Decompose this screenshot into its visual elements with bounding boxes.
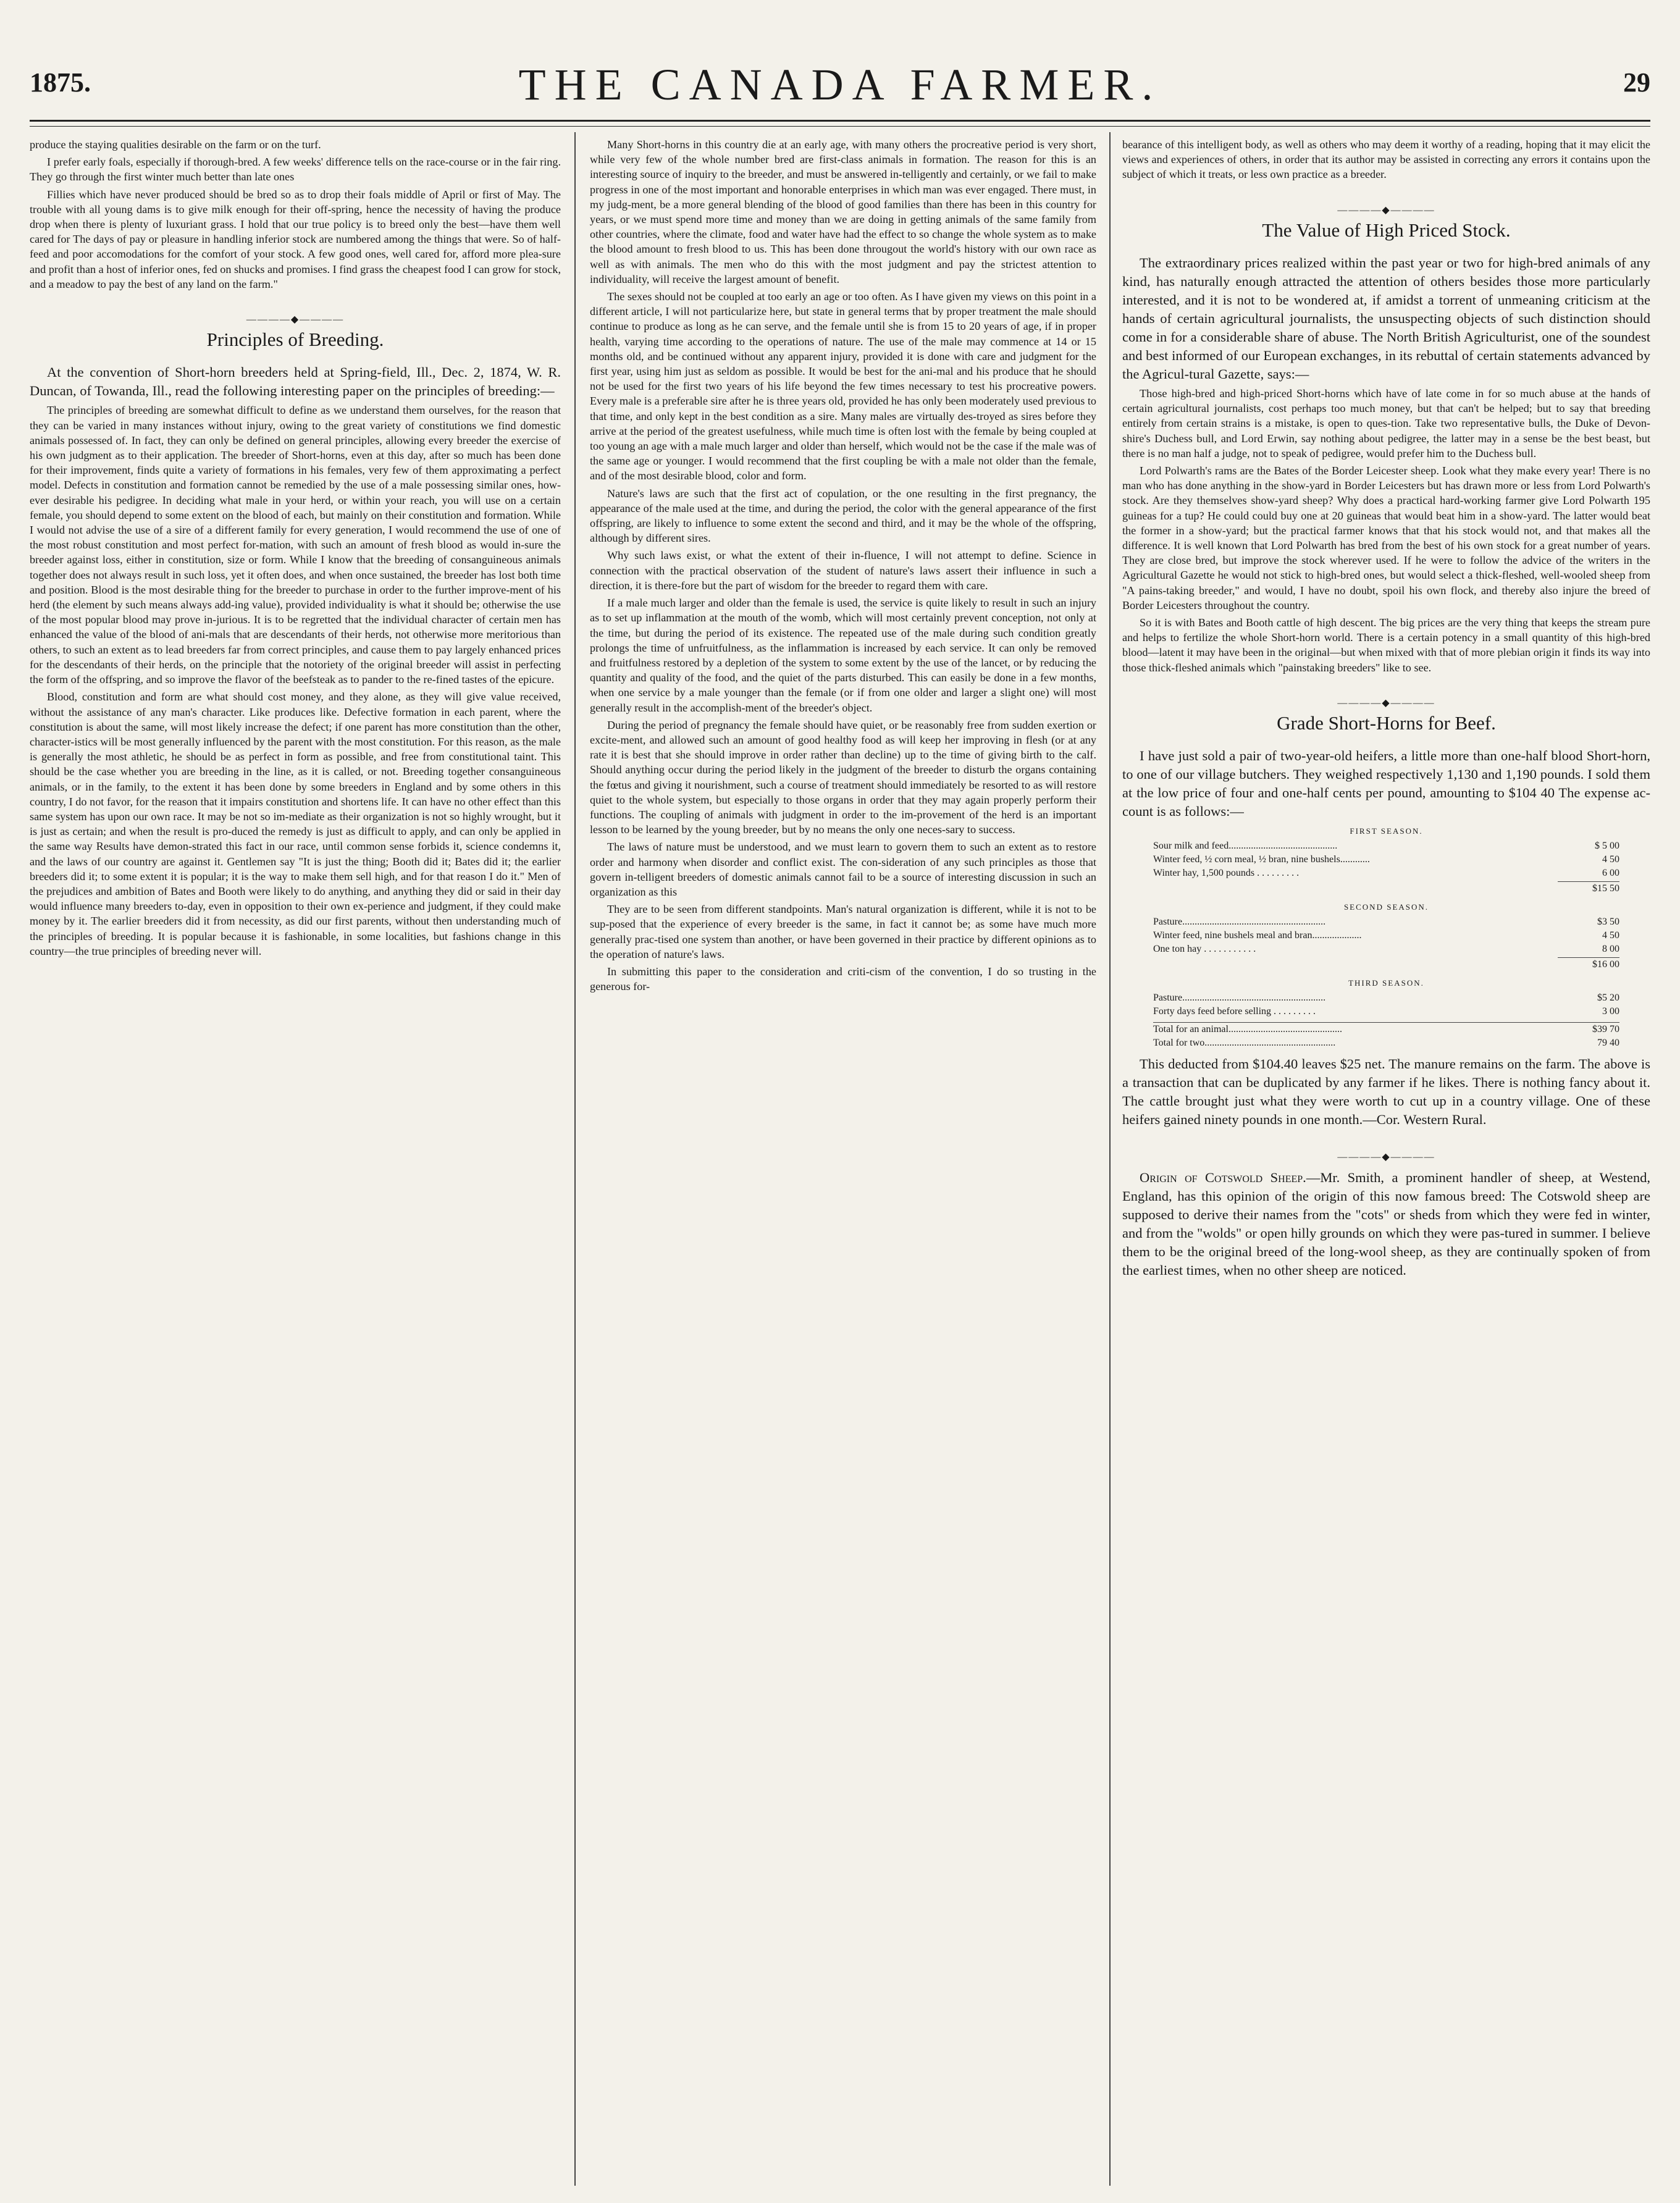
article-paragraph: bearance of this intelligent body, as well as others who may deem it worthy of a reading, hoping that it may elicit the views and experiences of others, in order that its author may be assisted in correcting any errors it contains upon the subject of which it treats, or less own practice as a breeder. <box>1122 138 1650 181</box>
season-subtotal: $16 00 <box>1558 957 1619 971</box>
row-amount: 4 50 <box>1602 854 1619 865</box>
row-label: One ton hay . . . . . . . . . . . <box>1153 944 1256 955</box>
total-amount: $39 70 <box>1592 1024 1619 1035</box>
article-intro: The extraordinary prices realized within the past year or two for high-bred animals of any kind, has naturally enough attracted the attention of others besides those more particularly interested, and it is not to be wondered at, if amidst a torrent of unmeaning criticism at the hands of certain agricultural journalists, the unsuspecting objects of such distinction should come in for a considerable share of abuse. The North British Agriculturist, one of the soundest and best informed of our European exchanges, in its rebuttal of certain statements advanced by the Agricul-tural Gazette, says:— <box>1122 255 1650 382</box>
row-label: Winter hay, 1,500 pounds . . . . . . . . . <box>1153 868 1300 879</box>
row-amount: 6 00 <box>1602 868 1619 879</box>
table-row <box>1153 1036 1619 1050</box>
quoted-paragraph: Lord Polwarth's rams are the Bates of the Border Leicester sheep. Look what they make every year! There is no man who has done anything in the show-yard in Border Leicesters but has drawn more or less from Lord Polwarth's stock. Are they themselves show-yard sheep? Why does a practical hard-working farmer give Lord Polwarth 195 guineas for a tup? He could could buy one at 20 guineas that would beat him in a show-yard. The latter would beat the former in a show-yard; but the practical farmer knows that that his stock would not, and that makes all the difference. It is well known that Lord Polwarth has bred from the best of his own stock for a great number of years. They are close bred, but improve the stock wherever used. If he were to follow the advice of the writers in the Agricultural Gazette he would not stick to high-bred ones, but would select a thick-fleshed, well-wooled sheep from "A pains-taking breeder," and would, I have no doubt, spoil his own flock, and thereby also injure the breed of Border Leicesters throughout the country. <box>1122 464 1650 611</box>
total-amount: 79 40 <box>1597 1038 1619 1049</box>
table-row <box>1153 942 1619 956</box>
quoted-paragraph: So it is with Bates and Booth cattle of high descent. The big prices are the very thing that keeps the stream pure and helps to fertilize the whole Short-horn world. There is a certain potency in a small quantity of this high-bred blood—latent it may have been in the original—but when mixed with that of more plebian origin it finds its way into those thick-fleshed animals which "painstaking breeders" like to see. <box>1122 616 1650 674</box>
article-lead: Origin of Cotswold Sheep. <box>1140 1170 1306 1186</box>
header-rule <box>30 120 1650 122</box>
table-row <box>1153 1005 1619 1018</box>
article-paragraph: The laws of nature must be understood, and we must learn to govern them to such an extent as to restore order and harmony when disorder and conflict exist. The con-sideration of any such principles as those that govern in-telligent breeders of domestic animals cannot fail to be a source of interesting discussion in such an organization as this <box>590 841 1096 898</box>
column-2 <box>590 137 1096 2175</box>
article-paragraph: Many Short-horns in this country die at an early age, with many others the procreative period is very short, while very few of the whole number bred are first-class animals in formation. The reason for this is an interesting source of inquiry to the breeder, and must be answered in-telligently and certainly, or we fail to make progress in one of the most important and honorable enterprises in which man was ever engaged. There must, in my judg-ment, be a more general blending of the blood of good families than there has been in this country for years, or we must spend more time and money than we are doing in getting animals of the same family from other countries, where the climate, food and water have had the effect to so change the whole system as to make the blood amount to fresh blood to us. This has been done througout the world's history with our own race as well as with animals. The men who do this with the most judgment and pay the strictest attention to individuality, will receive the largest amount of benefit. <box>590 138 1096 285</box>
column-1 <box>30 137 561 2175</box>
article-body: —Mr. Smith, a prominent handler of sheep, at Westend, England, has this opinion of the origin of this now famous breed: The Cotswold sheep are supposed to derive their names from the "cots" or sheds from which they were fed in winter, and from the "wolds" or open hilly grounds on which they were pas-tured in summer. I believe them to be the original breed of the long-wool sheep, as they are continually spoken of from the earliest times, when no other sheep are noticed. <box>1122 1170 1650 1278</box>
article-paragraph: This deducted from $104.40 leaves $25 net. The manure remains on the farm. The above is a transaction that can be duplicated by any farmer if he likes. There is nothing fancy about it. The cattle brought just what they were worth to cut up in a country village. One of these heifers gained ninety pounds in one month.—Cor. Western Rural. <box>1122 1056 1650 1128</box>
total-label: Total for two..................................................... <box>1153 1038 1336 1049</box>
article-paragraph: The sexes should not be coupled at too early an age or too often. As I have given my views on this point in a different article, I will not particularize here, but state in general terms that by proper treatment the male should continue to produce as long as he can serve, and the female until she is from 15 to 20 years of age, if in proper health, varying time according to the operations of nature. The use of the male may commence at 14 or 15 months old, and be continued without any apparent injury, provided it is done with care and judgment for the first year, using him just as seldom as possible. It would be best for the ani-mal and his produce that he should not be used for the first two years of his life beyond the few times necessary to test his procreative powers. Every male is a preferable sire after he is three years old, provided he has only been moderately used previous to that time, and only kept in the best condition as a sire. Many males are virtually des-troyed as sires before they arrive at the period of the greatest usefulness, while much time is often lost with the female by being coupled at too young an age with a male much larger and older than herself, which would not be the case if the male was of the same age or younger. I would recommend that the first coupling be with a male not older than the female, and of the most desirable blood, color and form. <box>590 290 1096 482</box>
expense-table <box>1153 825 1619 1050</box>
section-separator: ————◆———— <box>246 314 345 325</box>
newspaper-title: THE CANADA FARMER. <box>518 60 1162 109</box>
article-paragraph: Blood, constitution and form are what should cost money, and they alone, as they will give value received, without the assistance of any man's character. Like produces like. Defective formation in each parent, where the constitution is about the same, will most likely increase the defect; if one parent has more constitution than the other, character-istics will be most generally influenced by the parent with the most constitution. For this reason, as the male is generally the most athletic, he should be as perfect in form as possible, and free from constitutional taint. This should be the case whether you are breeding in the line, as it is called, or not. Breeding together consanguineous animals, or in the family, to the extent it has been done by some breeders in England and by some others in this country, I do not favor, for the reason that it impairs constitution and shortens life. It can have no other effect than this same system has upon our own race. It may be not so im-mediate as their organization is not so highly wrought, but it is just as certain; and when the result is pro-duced the remedy is just as difficult to apply, and can only be applied in the same way Results have demon-strated this fact in our race, until common sense forbids it, science condemns it, and the laws of our country are against it. Gentlemen say "It is just the thing; Booth did it; Bates did it; the earlier breeders did it; to some extent it is popular; it is the way to make them sell high, and for that reason I do it." Men of the prejudices and ambition of Bates and Booth were likely to do anything, and anything they did or said in their day would influence many breeders to-day, even in opposition to their own ex-perience and judgment, if they could make money by it. The earlier breeders did it from necessity, as did our first parents, without then understanding much of the principles of breeding. It is popular because it is fashionable, in some localities, but fashions change in this country—the true principles of breeding never will. <box>30 690 561 957</box>
article-heading: Grade Short-Horns for Beef. <box>1277 712 1496 734</box>
section-separator: ————◆———— <box>1337 697 1435 708</box>
row-label: Pasture.......................................................... <box>1153 917 1326 928</box>
season-subtotal: $15 50 <box>1558 881 1619 896</box>
row-amount: 3 00 <box>1602 1006 1619 1017</box>
row-label: Winter feed, nine bushels meal and bran.................... <box>1153 930 1362 941</box>
row-label: Sour milk and feed............................................ <box>1153 841 1338 852</box>
article-paragraph: The principles of breeding are somewhat difficult to define as we understand them ourselves, for the reason that they can be varied in many instances without injury, owing to the great variety of constitutions we find domestic animals possessed of. In fact, they can only be defined on general principles, allowing every breeder the exercise of his own judgment as to their application. The breeder of Short-horns, even at this day, after so much has been done for their improvement, finds quite a variety of formations in his females, very few of them approximating a perfect model. Defects in constitution and formation cannot be remedied by the use of a male possessing similar ones, how-ever desirable his pedigree. In deciding what male in your herd, or within your reach, you will use on a certain female, you should depend to some extent on the blood of each, but mainly on their constitution and formation. While I would not advise the use of a sire of a different family for every generation, I would recommend the use of one of the most robust constitution and most perfect for-mation, with such an amount of fresh blood as would in-sure the breeder against loss, either in constitution, size or form. While I know that the breeding of consanguineous animals together does not always result in such loss, yet it often does, and when once sustained, the breeder has lost both time and position. Blood is the most desirable thing for the breeder to purchase in order to the further improve-ment of his herd (the element by such means always add-ing value), provided individuality is what it should be; otherwise the use of the most popular blood may prove in-jurious. It is to be regretted that the individual character of certain men has enhanced the value of the blood of ani-mals that are descendants of their herds, not otherwise more meritorious than others, to such an extent as to lead breeders far from correct principles, and cause them to pay largely enhanced prices for the descendants of their herds, on the principle that the notoriety of the original breeder will assist in perfecting the form of the offspring, and so improve the flavor of the beefsteak as to pander to the re-fined tastes of the epicure. <box>30 404 561 686</box>
row-amount: $3 50 <box>1597 917 1619 928</box>
issue-year: 1875. <box>30 67 91 98</box>
article-intro: At the convention of Short-horn breeders held at Spring-field, Ill., Dec. 2, 1874, W. R. Duncan, of Towanda, Ill., read the following interesting paper on the principles of breeding:— <box>30 364 561 399</box>
article-paragraph: If a male much larger and older than the female is used, the service is quite likely to result in such an injury as to set up inflammation at the mouth of the womb, which will most certainly prevent conception, not only at the time, but during the period of its existence. The repeated use of the male during such condition greatly prolongs the time of unfruitfulness, as the inflammation is increased by each service. It can only be removed and fruitfulness restored by a depletion of the system to some extent by the use of the lancet, or by reducing the quantity and quality of the food, and the quiet of the parts disturbed. This can easily be done in a few months, when one service by a male younger than the female (or if from one older and larger a slight one) will most generally result in the accomplish-ment of the breeder's object. <box>590 597 1096 714</box>
season-title: FIRST SEASON. <box>1350 826 1423 836</box>
header-rule-thin <box>30 126 1650 127</box>
table-row <box>1153 839 1619 853</box>
row-amount: 4 50 <box>1602 930 1619 941</box>
column-divider <box>1109 132 1111 2186</box>
row-amount: $5 20 <box>1597 992 1619 1004</box>
article-paragraph: During the period of pregnancy the female should have quiet, or be reasonably free from sudden exertion or excite-ment, and allowed such an amount of good healthy food as will keep her improving in flesh (or at any rate it is best that she should improve in order rather than decline) up to the time of giving birth to the calf. Should anything occur during the period likely in the judgment of the breeder to disturb the organs containing the fœtus and giving it nourishment, such a course of treatment should immediately be resorted to as will restore quiet to the whole system, but especially to those organs in order that they may again properly perform their functions. The coupling of animals with judgment in order to the im-provement of the herd is an important lesson to be learned by the young breeder, but by no means the only one neces-sary to success. <box>590 718 1096 836</box>
column-divider <box>574 132 576 2186</box>
article-paragraph: Nature's laws are such that the first act of copulation, or the one resulting in the first pregnancy, the appearance of the male used at the time, and during the period, the color with the general appearance of the first offspring, are likely to influence to some extent the second and third, and it may be the whole of the offspring, although by different sires. <box>590 487 1096 545</box>
article-paragraph: Fillies which have never produced should be bred so as to drop their foals middle of April or first of May. The trouble with all young dams is to give milk enough for their off-spring, hence the necessity of having the produce drop when there is plenty of luxuriant grass. I hold that our true policy is to breed only the best—have them well cared for The days of pay or pleasure in handling inferior stock are numbered among the things that were. So of half-feed and poor accomodations for the comfort of your stock. A few good ones, well cared for, afford more plea-sure and profit than a host of inferior ones, fed on shucks and promises. I find grass the cheapest food I can grow for stock, and a meadow to pay the best of any land on the farm." <box>30 188 561 290</box>
table-row <box>1153 991 1619 1005</box>
section-separator: ————◆———— <box>1337 204 1435 216</box>
section-separator: ————◆———— <box>1337 1152 1435 1163</box>
article-intro: I have just sold a pair of two-year-old heifers, a little more than one-half blood Short-horn, to one of our village butchers. They weighed respectively 1,130 and 1,190 pounds. I sold them at the low price of four and one-half cents per pound, amounting to $104 40 The expense ac-count is as follows:— <box>1122 748 1650 820</box>
row-amount: 8 00 <box>1602 944 1619 955</box>
total-label: Total for an animal.............................................. <box>1153 1024 1342 1035</box>
row-amount: $ 5 00 <box>1595 841 1619 852</box>
table-row <box>1153 929 1619 942</box>
season-title: SECOND SEASON. <box>1343 902 1429 912</box>
article-paragraph: I prefer early foals, especially if thorough-bred. A few weeks' difference tells on the race-course or in the fair ring. They go through the first winter much better than late ones <box>30 156 561 183</box>
row-label: Pasture.......................................................... <box>1153 992 1326 1004</box>
article-heading: The Value of High Priced Stock. <box>1262 219 1511 241</box>
table-row <box>1153 915 1619 929</box>
page-number: 29 <box>1623 67 1650 98</box>
article-paragraph: They are to be seen from different standpoints. Man's natural organization is different, while it is not to be sup-posed that the experience of every breeder is the same, in fact it cannot be; as some have much more generally prac-tised one system than another, or have been governed in their practice by different opinions as to the operation of nature's laws. <box>590 903 1096 960</box>
article-heading: Principles of Breeding. <box>206 329 384 351</box>
masthead <box>30 23 1650 109</box>
article-paragraph <box>1122 1169 1650 1280</box>
table-row <box>1153 867 1619 880</box>
article-paragraph: Why such laws exist, or what the extent of their in-fluence, I will not attempt to define. Science in connection with the practical observation of the student of nature's laws assert their influence in such a direction, it is there-fore but the part of wisdom for the breeder to regard them with care. <box>590 549 1096 592</box>
article-paragraph: produce the staying qualities desirable on the farm or on the turf. <box>30 138 321 151</box>
row-label: Winter feed, ½ corn meal, ½ bran, nine bushels............ <box>1153 854 1370 865</box>
column-3 <box>1122 137 1650 2175</box>
table-row <box>1153 1022 1619 1036</box>
season-title: THIRD SEASON. <box>1348 978 1424 988</box>
article-paragraph: In submitting this paper to the consideration and criti-cism of the convention, I do so trusting in the generous for- <box>590 965 1096 993</box>
quoted-paragraph: Those high-bred and high-priced Short-horns which have of late come in for so much abuse at the hands of certain agricultural journalists, cost perhaps too much money, but that can't be helped; but to say that breeding entirely from certain strains is a mistake, is open to ques-tion. Take two representative bulls, the Duke of Devon-shire's Duchess bull, and Lord Erwin, say nothing about pedigree, the latter may in a sense be the best beast, but there is no man half a judge, not to speak of pedigree, would prefer him to the Duchess bull. <box>1122 387 1650 459</box>
row-label: Forty days feed before selling . . . . . . . . . <box>1153 1006 1316 1017</box>
table-row <box>1153 853 1619 867</box>
